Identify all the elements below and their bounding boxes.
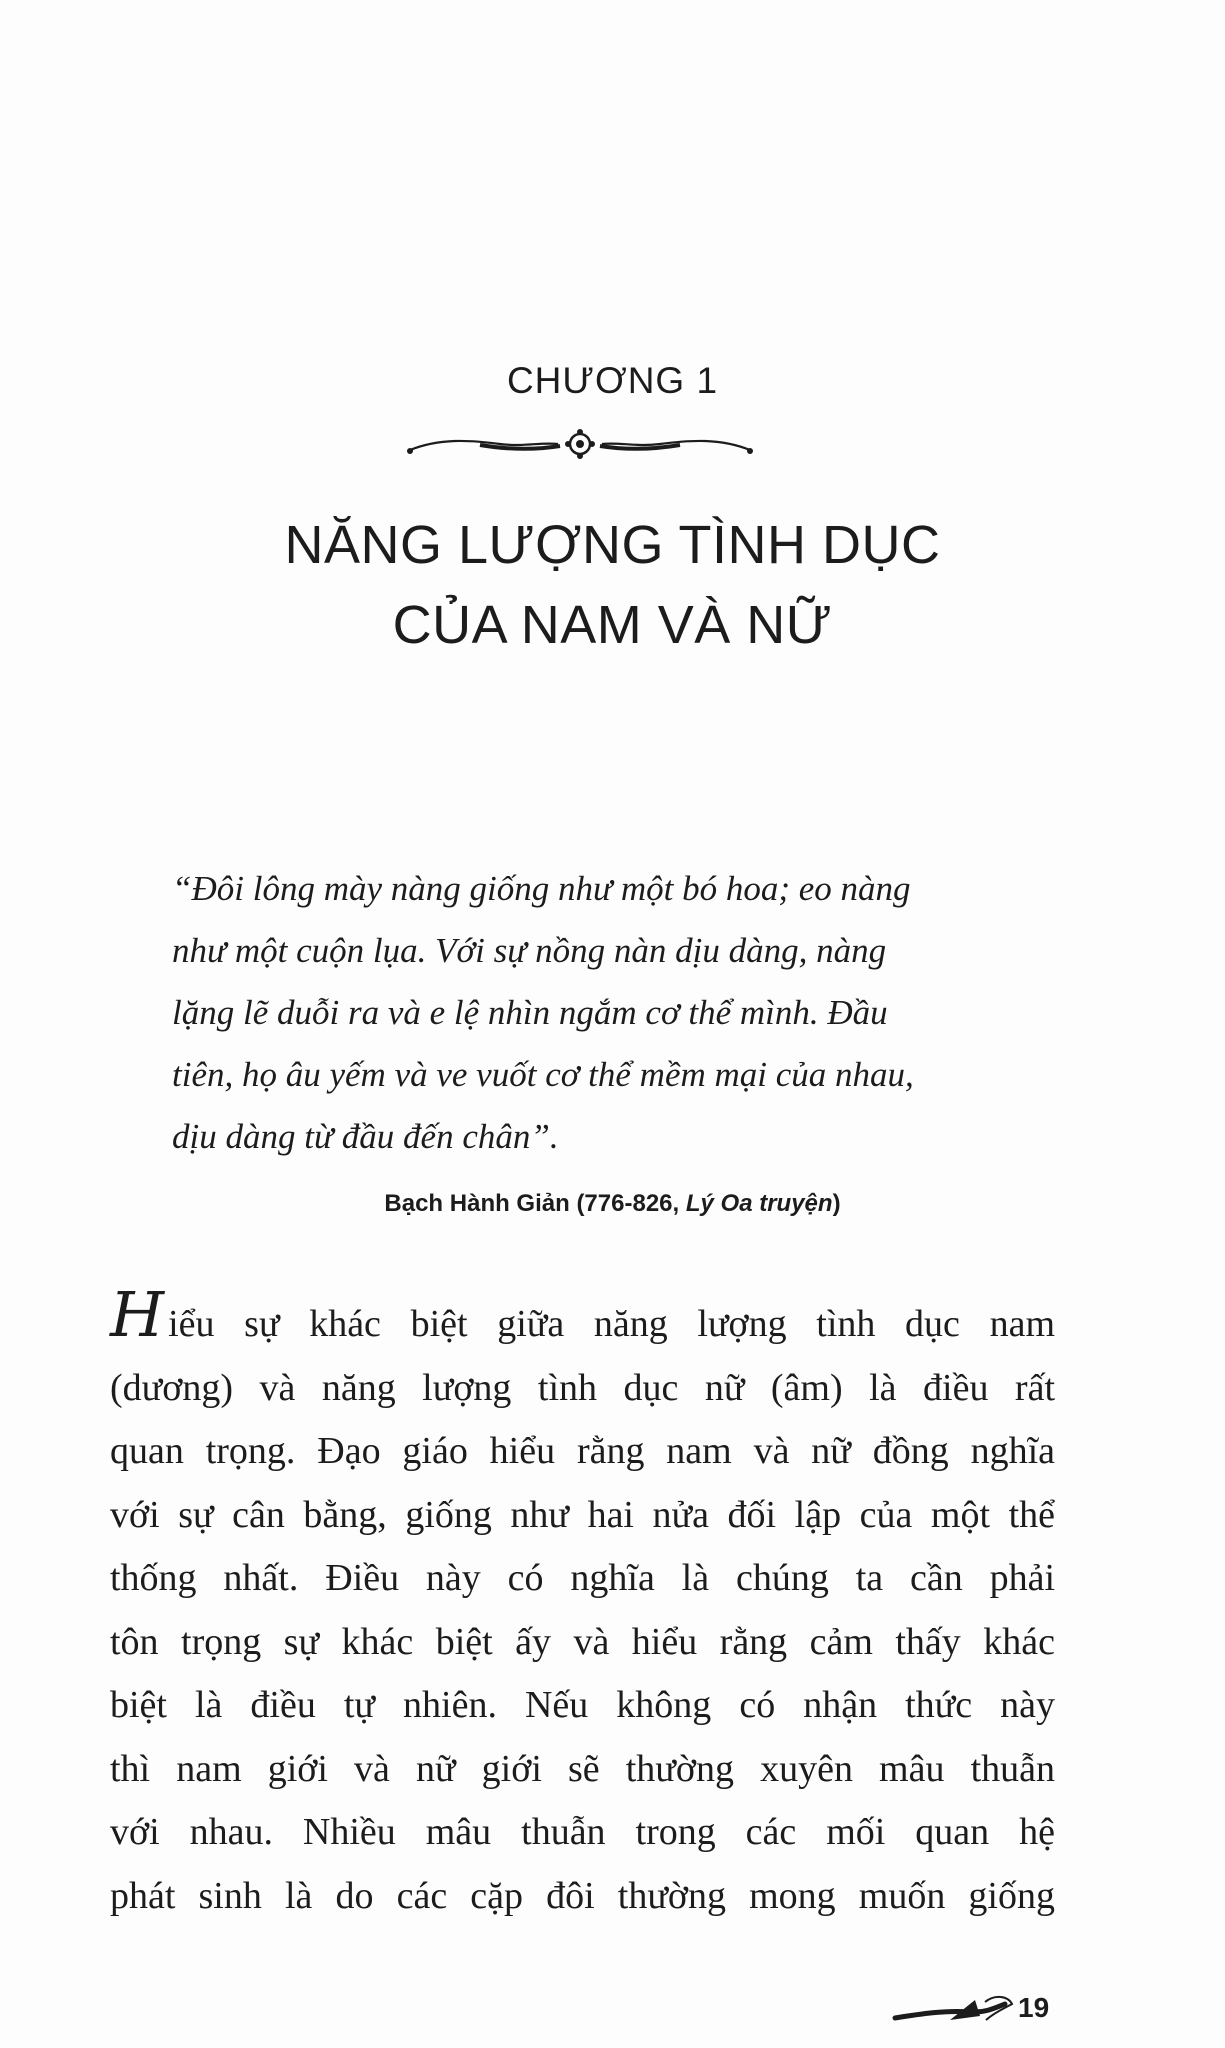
chapter-title — [0, 505, 1225, 665]
attribution-work: Lý Oa truyện — [685, 1190, 833, 1217]
epigraph-line: lặng lẽ duỗi ra và e lệ nhìn ngắm cơ thể mình. Đầu — [172, 993, 888, 1032]
body-line-first — [110, 1278, 1055, 1357]
body-line: (dương) và năng lượng tình dục nữ (âm) là điều rất — [110, 1366, 1055, 1409]
epigraph-line: “Đôi lông mày nàng giống như một bó hoa; eo nàng — [172, 869, 911, 908]
epigraph-line: như một cuộn lụa. Với sự nồng nàn dịu dàng, nàng — [172, 931, 887, 970]
body-paragraph — [110, 1278, 1055, 1928]
chapter-title-line-2: CỦA NAM VÀ NỮ — [392, 595, 833, 655]
body-line: biệt là điều tự nhiên. Nếu không có nhận thức này — [110, 1684, 1055, 1726]
body-line: với sự cân bằng, giống như hai nửa đối lập của một thể — [110, 1493, 1055, 1536]
chapter-label: CHƯƠNG 1 — [506, 360, 719, 401]
epigraph-attribution — [0, 1190, 1225, 1218]
epigraph-line: dịu dàng từ đầu đến chân”. — [172, 1117, 559, 1156]
attribution-close: ) — [832, 1190, 841, 1217]
attribution-author: Bạch Hành Giản (776-826, — [384, 1190, 680, 1217]
epigraph-quote — [172, 858, 1012, 1168]
body-line: thống nhất. Điều này có nghĩa là chúng ta cần phải — [110, 1557, 1055, 1599]
chapter-title-line-1: NĂNG LƯỢNG TÌNH DỤC — [284, 515, 941, 575]
page-number: 19 — [1018, 1992, 1050, 2023]
body-line: với nhau. Nhiều mâu thuẫn trong các mối quan hệ — [110, 1811, 1055, 1853]
body-line: thì nam giới và nữ giới sẽ thường xuyên mâu thuẫn — [110, 1747, 1055, 1790]
body-line: quan trọng. Đạo giáo hiểu rằng nam và nữ đồng nghĩa — [110, 1430, 1055, 1472]
body-line: phát sinh là do các cặp đôi thường mong muốn giống — [110, 1874, 1055, 1917]
epigraph-line: tiên, họ âu yếm và ve vuốt cơ thể mềm mại của nhau, — [172, 1055, 914, 1094]
flourish-divider-icon — [400, 420, 760, 470]
drop-cap: H — [110, 1278, 165, 1351]
body-first-line-text: iểu sự khác biệt giữa năng lượng tình dục nam — [168, 1303, 1055, 1345]
body-line: tôn trọng sự khác biệt ấy và hiểu rằng cảm thấy khác — [110, 1620, 1055, 1663]
